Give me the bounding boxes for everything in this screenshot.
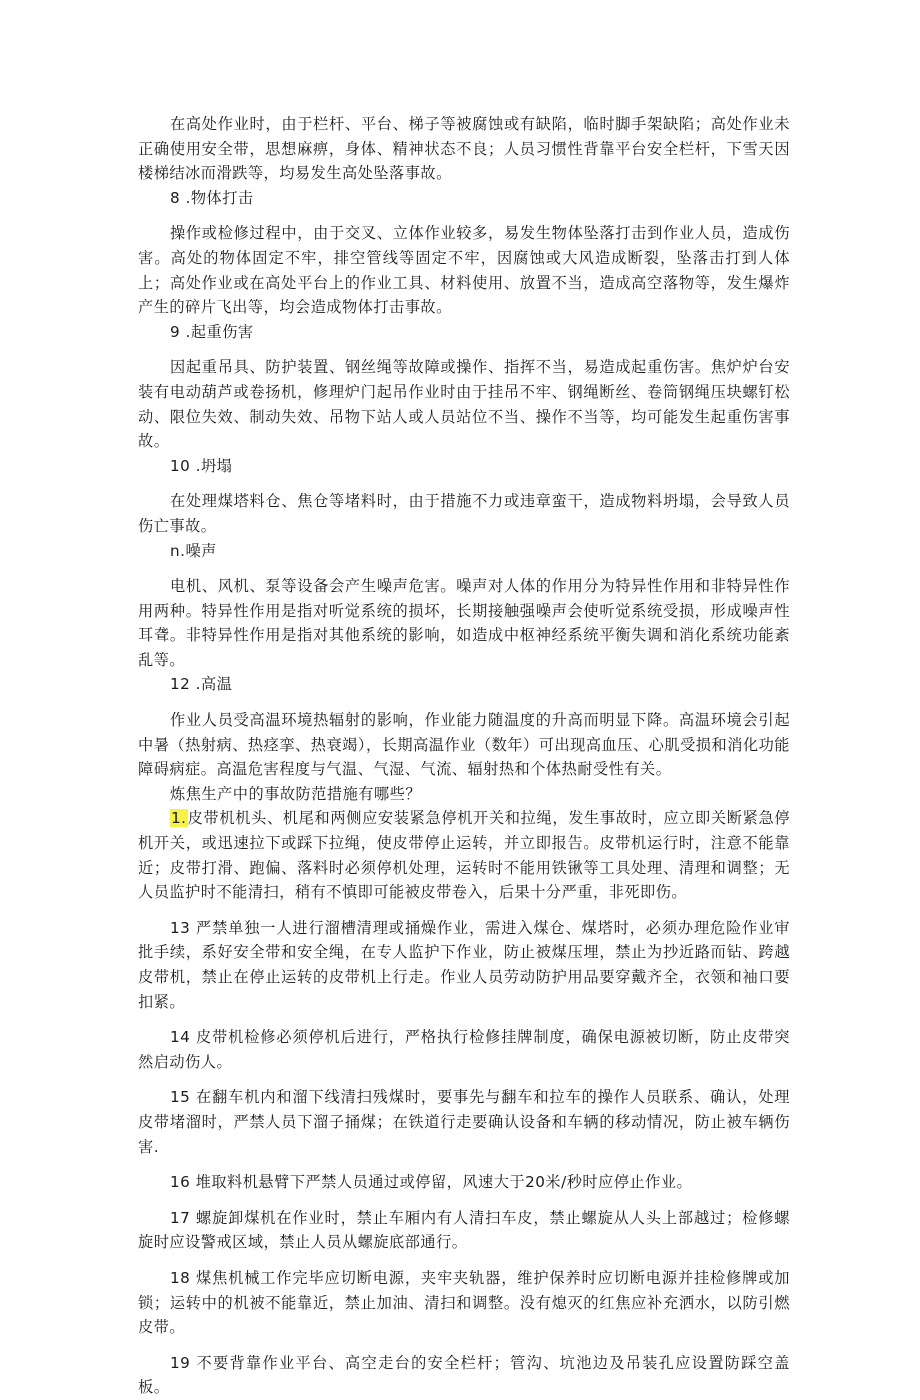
heading-10: 10 .坍塌	[170, 456, 233, 475]
highlighted-number: 1.	[171, 809, 187, 828]
heading-8: 8 .物体打击	[170, 188, 254, 207]
paragraph-falling: 在高处作业时，由于栏杆、平台、梯子等被腐蚀或有缺陷，临时脚手架缺陷；高处作业未正确使用安全带，思想麻痹，身体、精神状态不良；人员习惯性背靠平台安全栏杆，下雪天因楼梯结冰而滑跌等，均易发生高处坠落事故。	[138, 115, 790, 183]
paragraph-8: 操作或检修过程中，由于交叉、立体作业较多，易发生物体坠落打击到作业人员，造成伤害。高处的物体固定不牢，排空管线等固定不牢，因腐蚀或大风造成断裂，坠落击打到人体上；高处作业或在高处平台上的作业工具、材料使用、放置不当，造成高空落物等，发生爆炸产生的碎片飞出等，均会造成物体打击事故。	[138, 224, 790, 317]
measure-18: 18 煤焦机械工作完毕应切断电源，夹牢夹轨器，维护保养时应切断电源并挂检修牌或加锁；运转中的机被不能靠近，禁止加油、清扫和调整。没有熄灭的红焦应补充洒水，以防引燃皮带。	[138, 1268, 790, 1337]
measure-19: 19 不要背靠作业平台、高空走台的安全栏杆；管沟、坑池边及吊装孔应设置防踩空盖板。	[138, 1353, 790, 1397]
paragraph-12: 作业人员受高温环境热辐射的影响，作业能力随温度的升高而明显下降。高温环境会引起中暑（热射病、热痉挛、热衰竭），长期高温作业（数年）可出现高血压、心肌受损和消化功能障碍病症。高温危害程度与气温、气湿、气流、辐射热和个体热耐受性有关。	[138, 711, 790, 779]
heading-9: 9 .起重伤害	[170, 322, 254, 341]
document-body	[138, 112, 790, 1400]
measure-13: 13 严禁单独一人进行溜槽清理或捅燥作业，需进入煤仓、煤塔时，必须办理危险作业审批手续，系好安全带和安全绳，在专人监护下作业，防止被煤压埋，禁止为抄近路而钻、跨越皮带机，禁止在停止运转的皮带机上行走。作业人员劳动防护用品要穿戴齐全，衣领和袖口要扣紧。	[138, 918, 790, 1011]
paragraph-9: 因起重吊具、防护装置、钢丝绳等故障或操作、指挥不当，易造成起重伤害。焦炉炉台安装有电动葫芦或卷扬机，修理炉门起吊作业时由于挂吊不牢、钢绳断丝、卷筒钢绳压块螺钉松动、限位失效、制动失效、吊物下站人或人员站位不当、操作不当等，均可能发生起重伤害事故。	[138, 358, 790, 451]
measure-14: 14 皮带机检修必须停机后进行，严格执行检修挂牌制度，确保电源被切断，防止皮带突然启动伤人。	[138, 1028, 790, 1071]
measure-15: 15 在翻车机内和溜下线清扫残煤时，要事先与翻车和拉车的操作人员联系、确认，处理皮带堵溜时，严禁人员下溜子捅煤；在铁道行走要确认设备和车辆的移动情况，防止被车辆伤害.	[138, 1088, 790, 1156]
paragraph-11: 电机、风机、泵等设备会产生噪声危害。噪声对人体的作用分为特异性作用和非特异性作用两种。特异性作用是指对听觉系统的损坏，长期接触强噪声会使听觉系统受损，形成噪声性耳聋。非特异性作用是指对其他系统的影响，如造成中枢神经系统平衡失调和消化系统功能紊乱等。	[138, 577, 790, 669]
paragraph-10: 在处理煤塔料仓、焦仓等堵料时，由于措施不力或违章蛮干，造成物料坍塌，会导致人员伤亡事故。	[138, 492, 790, 535]
heading-11: n.噪声	[170, 541, 217, 560]
measure-17: 17 螺旋卸煤机在作业时，禁止车厢内有人清扫车皮，禁止螺旋从人头上部越过；检修螺旋时应设警戒区域，禁止人员从螺旋底部通行。	[138, 1208, 790, 1252]
heading-12: 12 .高温	[170, 675, 233, 694]
measure-16: 16 堆取料机悬臂下严禁人员通过或停留，风速大于20米/秒时应停止作业。	[170, 1173, 693, 1192]
measure-1-text: 皮带机机头、机尾和两侧应安装紧急停机开关和拉绳，发生事故时，应立即关断紧急停机开关，或迅速拉下或踩下拉绳，使皮带停止运转，并立即报告。皮带机运行时，注意不能靠近；皮带打滑、跑偏、落料时必须停机处理，运转时不能用铁锹等工具处理、清理和调整；无人员监护时不能清扫，稍有不慎即可能被皮带卷入，后果十分严重，非死即伤。	[138, 809, 790, 902]
measure-1	[138, 806, 790, 904]
question-heading: 炼焦生产中的事故防范措施有哪些？	[170, 784, 421, 803]
